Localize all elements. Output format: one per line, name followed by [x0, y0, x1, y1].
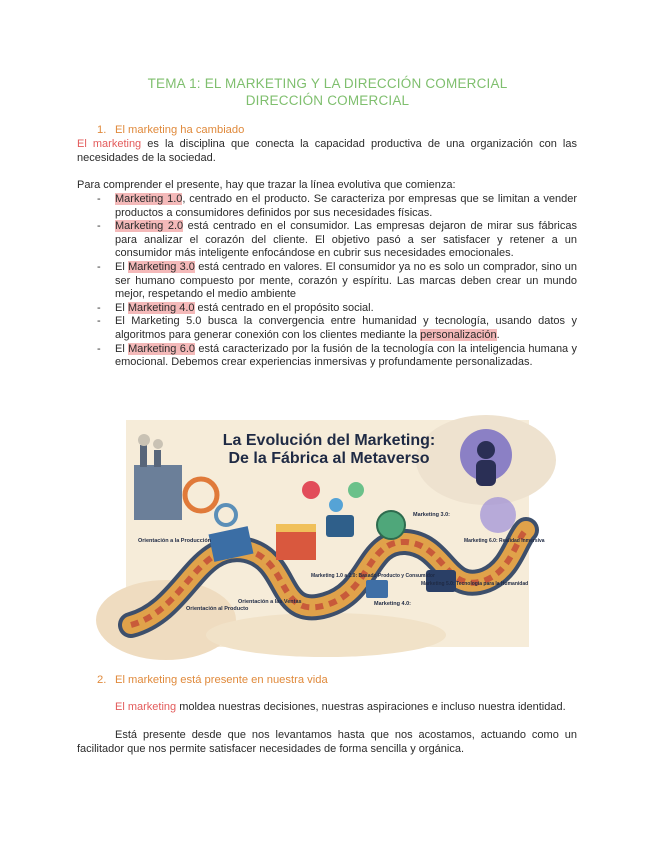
stage-label: Marketing 4.0: — [374, 601, 411, 607]
highlight-term: Marketing 1.0 — [115, 193, 183, 205]
highlight-term: personalización — [420, 328, 497, 341]
list-item: - El Marketing 6.0 está caracterizado por la fusión de la tecnología con la inteligencia humana y emocional. Debemos crear experiencias inmersivas y profundamente personalizadas. — [97, 342, 577, 369]
section1-number: 1. — [97, 124, 107, 136]
list-item: - Marketing 2.0 está centrado en el consumidor. Las empresas dejaron de mirar sus fábricas para analizar el corazón del cliente. El objetivo pasó a ser satisfacer y retener a un consumidor más inteligente enfocándose en cubrir sus necesidades emocionales. — [97, 220, 577, 260]
document-title-line2: DIRECCIÓN COMERCIAL — [245, 93, 410, 108]
section2-term: El marketing — [115, 701, 177, 713]
stage-label: Marketing 6.0: Realidad Inmersiva — [464, 538, 545, 544]
stage-label: Orientación a las Ventas — [238, 599, 302, 605]
document-title-line1: TEMA 1: EL MARKETING Y LA DIRECCIÓN COMERCIAL — [147, 76, 508, 91]
list-item: - El Marketing 5.0 busca la convergencia entre humanidad y tecnología, usando datos y algoritmos para generar conexión con los clientes mediante la personalización. — [97, 315, 577, 341]
marketing-evolution-list — [77, 193, 577, 370]
list-item: - El Marketing 3.0 está centrado en valores. El consumidor ya no es solo un comprador, sino un ser humano compuesto por mente, corazón y espíritu. Las marcas deben crear un mundo mejor, respetando el medio ambiente — [97, 260, 577, 301]
stage-label: Orientación al Producto — [186, 606, 249, 612]
infographic-title-line2: De la Fábrica al Metaverso — [228, 450, 430, 467]
section2-paragraph2: Está presente desde que nos levantamos hasta que nos acostamos, actuando como un facilitador que nos permite satisfacer necesidades de forma sencilla y orgánica. — [77, 729, 577, 755]
section1-intro — [77, 138, 577, 165]
highlight-term: Marketing 2.0 — [115, 220, 184, 233]
section2-number: 2. — [97, 674, 107, 686]
stage-label: Marketing 5.0: Tecnología para la Humanidad — [421, 581, 529, 587]
stage-label: Orientación a la Producción — [138, 538, 212, 544]
highlight-term: Marketing 4.0 — [127, 301, 195, 314]
marketing-evolution-infographic — [126, 420, 545, 647]
stage-label: Marketing 1.0 a 2.0: Basado Producto y Consumidor — [311, 573, 435, 579]
section2-paragraph1: El marketing moldea nuestras decisiones, nuestras aspiraciones e incluso nuestra identidad. — [115, 701, 566, 713]
section1-heading-text: El marketing ha cambiado — [115, 124, 245, 136]
intro-rest: es la disciplina que conecta la capacidad productiva de una organización con las necesidades de la sociedad. — [77, 138, 577, 164]
list-item: - Marketing 1.0, centrado en el producto. Se caracteriza por empresas que se limitan a vender productos a consumidores definidos por sus necesidades físicas. — [97, 193, 577, 219]
section2-heading-text: El marketing está presente en nuestra vida — [115, 674, 328, 686]
highlight-term: Marketing 3.0 — [128, 260, 195, 273]
section1-heading — [97, 124, 244, 136]
list-item: - El Marketing 4.0 está centrado en el propósito social. — [97, 301, 374, 314]
stage-label: Marketing 3.0: — [413, 512, 450, 518]
section1-lead: Para comprender el presente, hay que trazar la línea evolutiva que comienza: — [77, 179, 456, 191]
highlight-term: Marketing 6.0 — [128, 342, 196, 355]
section2-heading — [97, 674, 328, 686]
intro-term: El marketing — [77, 138, 142, 150]
infographic-title-line1: La Evolución del Marketing: — [222, 432, 436, 449]
